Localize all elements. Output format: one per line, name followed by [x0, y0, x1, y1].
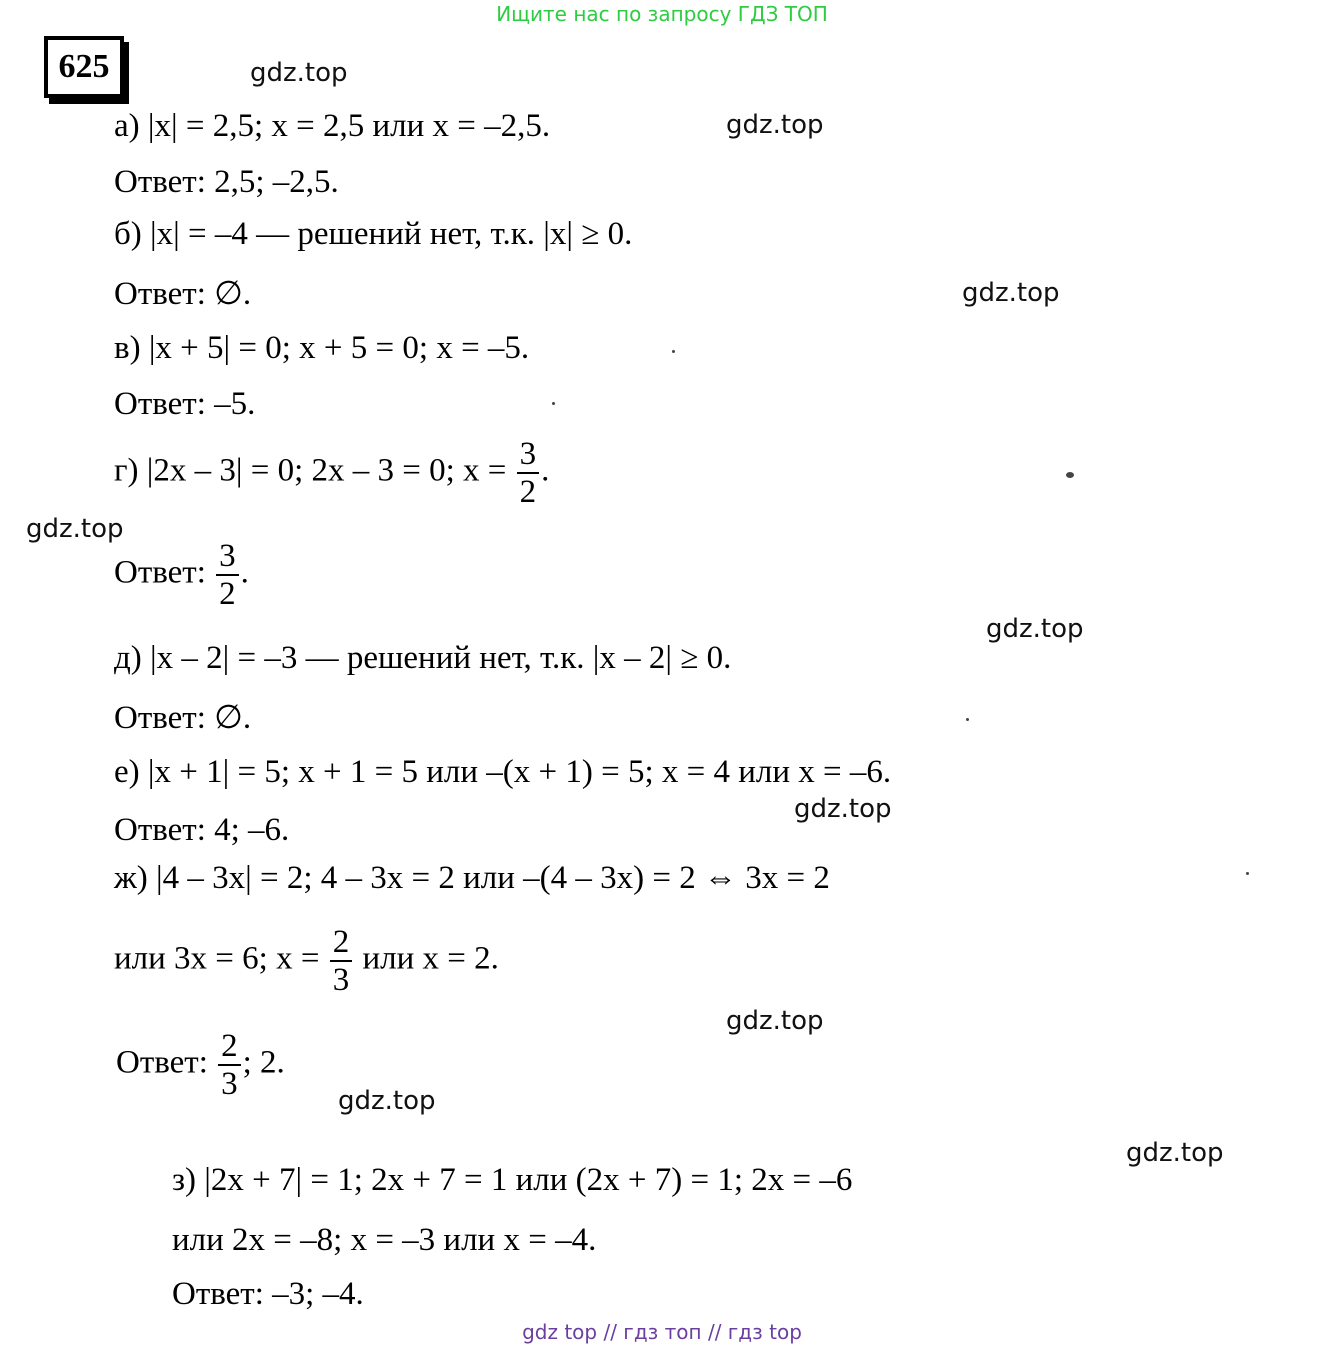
scan-speck — [1066, 472, 1074, 478]
answer-label: Ответ: — [114, 554, 206, 591]
watermark: gdz.top — [794, 794, 892, 824]
solution-g-equation — [114, 436, 549, 510]
fraction — [216, 538, 239, 612]
solution-v-answer: Ответ: –5. — [114, 386, 256, 422]
watermark: gdz.top — [962, 278, 1060, 308]
answer-text: . — [240, 554, 249, 591]
watermark: gdz.top — [338, 1086, 436, 1116]
watermark: gdz.top — [250, 58, 348, 88]
solution-zh-answer — [116, 1028, 285, 1102]
solution-e-answer: Ответ: 4; –6. — [114, 812, 290, 848]
equation-text: или x = 2. — [362, 940, 499, 977]
fraction — [218, 1028, 241, 1102]
watermark: gdz.top — [1126, 1138, 1224, 1168]
fraction-denominator: 2 — [219, 576, 236, 612]
answer-text: ; 2. — [242, 1044, 285, 1081]
solution-zh-equation-2 — [114, 924, 499, 998]
solution-e-equation: е) |x + 1| = 5; x + 1 = 5 или –(x + 1) = 5; x = 4 или x = –6. — [114, 754, 892, 790]
bottom-banner: gdz top // гдз топ // гдз top — [522, 1320, 802, 1344]
solution-v-equation: в) |x + 5| = 0; x + 5 = 0; x = –5. — [114, 330, 530, 366]
equation-text: г) |2x – 3| = 0; 2x – 3 = 0; x = — [114, 452, 507, 489]
solution-z-equation-1: з) |2x + 7| = 1; 2x + 7 = 1 или (2x + 7) = 1; 2x = –6 — [172, 1162, 853, 1198]
scan-speck — [966, 718, 969, 721]
watermark: gdz.top — [726, 110, 824, 140]
scan-speck — [672, 350, 675, 353]
solution-b-answer: Ответ: ∅. — [114, 276, 252, 312]
fraction — [517, 436, 540, 510]
fraction-denominator: 2 — [519, 474, 537, 510]
scan-speck — [552, 402, 555, 405]
fraction-numerator: 3 — [517, 436, 540, 474]
solution-a-equation: а) |x| = 2,5; x = 2,5 или x = –2,5. — [114, 108, 551, 144]
solution-b-equation: б) |x| = –4 — решений нет, т.к. |x| ≥ 0. — [114, 216, 633, 252]
fraction-numerator: 2 — [330, 924, 353, 962]
solution-g-answer — [114, 538, 249, 612]
fraction-denominator: 3 — [221, 1066, 238, 1102]
task-number-badge: 625 — [44, 36, 124, 98]
watermark: gdz.top — [726, 1006, 824, 1036]
fraction — [330, 924, 353, 998]
fraction-numerator: 2 — [218, 1028, 241, 1066]
equation-text: или 3x = 6; x = — [114, 940, 320, 977]
solution-d-equation: д) |x – 2| = –3 — решений нет, т.к. |x – 2| ≥ 0. — [114, 640, 732, 676]
watermark: gdz.top — [986, 614, 1084, 644]
fraction-denominator: 3 — [332, 962, 350, 998]
solution-z-answer: Ответ: –3; –4. — [172, 1276, 364, 1312]
solution-zh-equation-1: ж) |4 – 3x| = 2; 4 – 3x = 2 или –(4 – 3x) = 2 ⇔ 3x = 2 — [114, 860, 830, 896]
solution-a-answer: Ответ: 2,5; –2,5. — [114, 164, 339, 200]
scan-speck — [1246, 872, 1249, 875]
solution-d-answer: Ответ: ∅. — [114, 700, 252, 736]
solution-z-equation-2: или 2x = –8; x = –3 или x = –4. — [172, 1222, 597, 1258]
equation-text: . — [541, 452, 550, 489]
fraction-numerator: 3 — [216, 538, 239, 576]
watermark: gdz.top — [26, 514, 124, 544]
answer-label: Ответ: — [116, 1044, 208, 1081]
top-banner: Ищите нас по запросу ГДЗ ТОП — [496, 2, 828, 26]
